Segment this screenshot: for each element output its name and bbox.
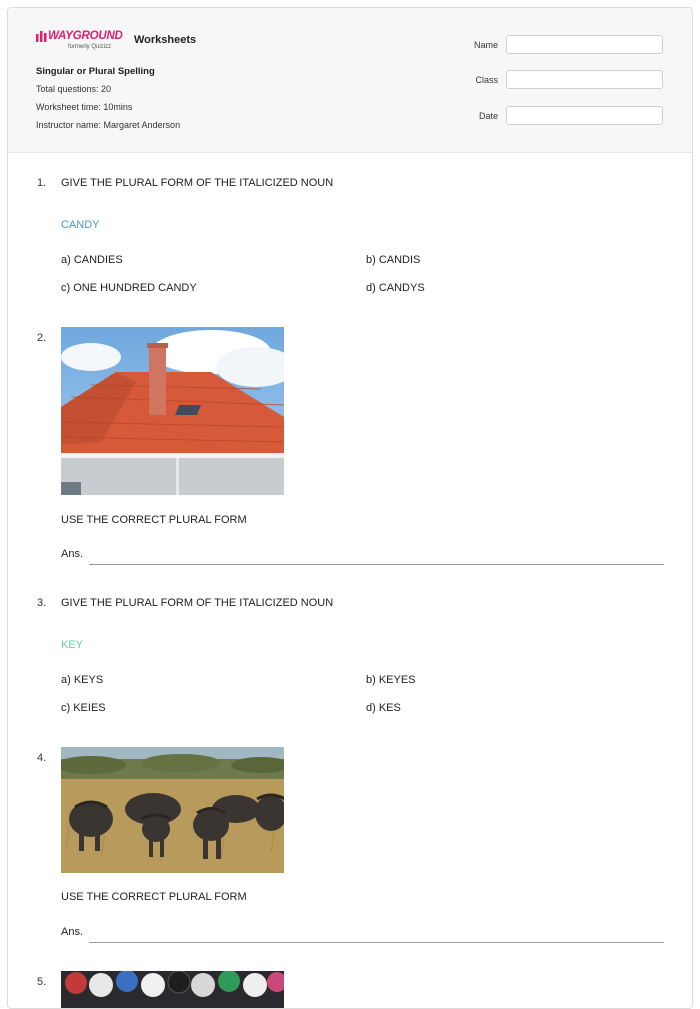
option-d[interactable]: d) KES — [366, 702, 401, 714]
question-number: 5. — [37, 976, 47, 988]
question-word: KEY — [61, 639, 84, 651]
question-prompt: GIVE THE PLURAL FORM OF THE ITALICIZED NOUN — [61, 177, 334, 189]
colorful-items-photo — [61, 971, 284, 1009]
question-prompt: USE THE CORRECT PLURAL FORM — [61, 514, 247, 526]
option-a[interactable]: a) CANDIES — [61, 254, 123, 266]
class-field[interactable] — [506, 70, 663, 89]
option-d[interactable]: d) CANDYS — [366, 282, 425, 294]
option-b[interactable]: b) KEYES — [366, 674, 416, 686]
brand-name: WAYGROUND — [48, 30, 123, 42]
answer-label: Ans. — [61, 926, 84, 938]
worksheet-time: Worksheet time: 10mins — [36, 102, 133, 112]
question-number: 2. — [37, 332, 47, 344]
instructor-name: Instructor name: Margaret Anderson — [36, 120, 181, 130]
name-label: Name — [473, 40, 498, 50]
answer-line[interactable] — [89, 564, 664, 565]
answer-line[interactable] — [89, 942, 664, 943]
option-a[interactable]: a) KEYS — [61, 674, 104, 686]
question-prompt: GIVE THE PLURAL FORM OF THE ITALICIZED NOUN — [61, 597, 334, 609]
question-number: 3. — [37, 597, 47, 609]
name-field[interactable] — [506, 35, 663, 54]
worksheet-title: Singular or Plural Spelling — [36, 66, 155, 77]
brand-logo — [36, 29, 136, 55]
app-title: Worksheets — [134, 34, 197, 46]
date-label: Date — [478, 111, 498, 121]
buffalo-herd-photo — [61, 747, 284, 873]
question-word: CANDY — [61, 219, 100, 231]
roof-photo — [61, 327, 284, 495]
option-c[interactable]: c) ONE HUNDRED CANDY — [61, 282, 197, 294]
answer-label: Ans. — [61, 548, 84, 560]
worksheet-header — [8, 8, 692, 153]
brand-subtitle: formerly Quizizz — [68, 44, 112, 50]
date-field[interactable] — [506, 106, 663, 125]
total-questions: Total questions: 20 — [36, 84, 112, 94]
question-number: 1. — [37, 177, 47, 189]
worksheet-page — [7, 7, 693, 1009]
class-label: Class — [475, 75, 498, 85]
question-number: 4. — [37, 752, 47, 764]
brand-bars-icon — [36, 30, 48, 42]
option-b[interactable]: b) CANDIS — [366, 254, 421, 266]
option-c[interactable]: c) KEIES — [61, 702, 106, 714]
question-prompt: USE THE CORRECT PLURAL FORM — [61, 891, 247, 903]
